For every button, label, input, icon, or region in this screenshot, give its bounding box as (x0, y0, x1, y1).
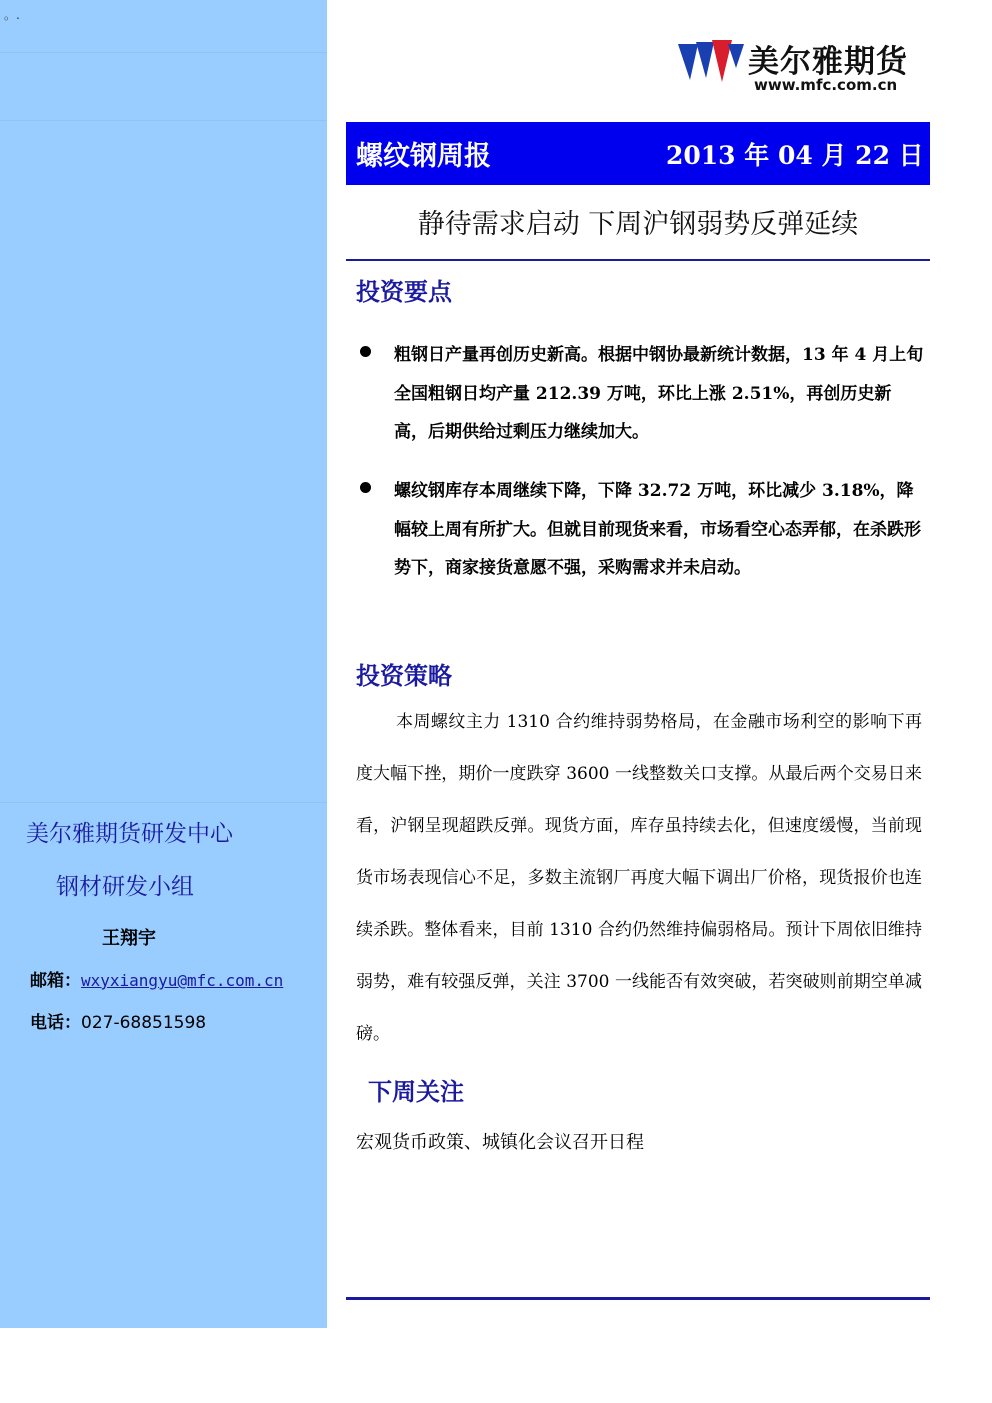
sidebar-divider (0, 52, 327, 53)
report-title: 螺纹钢周报 (356, 141, 491, 172)
report-date: 2013 年 04 月 22 日 (666, 141, 924, 170)
bullet-icon (360, 482, 371, 493)
research-center-name: 美尔雅期货研发中心 (26, 821, 233, 847)
sidebar-divider (0, 802, 327, 803)
strategy-paragraph: 本周螺纹主力 1310 合约维持弱势格局，在金融市场利空的影响下再度大幅下挫，期价一度跌穿 3600 一线整数关口支撑。从最后两个交易日来看，沪钢呈现超跌反弹。现货方面，库存虽持续去化，但速度缓慢，当前现货市场表现信心不足，多数主流钢厂再度大幅下调出厂价格，现货报价也连续杀跌。整体看来，目前 1310 合约仍然维持偏弱格局。预计下周依旧维持弱势，难有较强反弹，关注 3700 一线能否有效突破，若突破则前期空单减磅。 (356, 712, 922, 1044)
phone-label: 电话： (30, 1013, 81, 1033)
logo-company-name: 美尔雅期货 (748, 44, 908, 80)
key-point-item (356, 336, 924, 452)
email-label: 邮箱： (30, 971, 81, 991)
report-title-banner (346, 122, 930, 185)
company-logo-icon (676, 38, 746, 86)
strategy-heading: 投资策略 (356, 662, 452, 690)
footer-divider (346, 1297, 930, 1300)
sidebar-divider (0, 120, 327, 121)
phone-row (30, 1008, 206, 1033)
next-week-text: 宏观货币政策、城镇化会议召开日程 (356, 1132, 644, 1153)
sidebar-panel (0, 0, 327, 1328)
key-point-text: 螺纹钢库存本周继续下降，下降 32.72 万吨，环比减少 3.18%，降幅较上周有所扩大。但就目前现货来看，市场看空心态弄郁，在杀跌形势下，商家接货意愿不强，采购需求并未启动。 (394, 481, 921, 578)
headline-divider (346, 259, 930, 261)
email-row (30, 966, 283, 991)
key-points-heading: 投资要点 (356, 278, 452, 306)
email-link[interactable]: wxyxiangyu@mfc.com.cn (81, 971, 284, 990)
key-point-item (356, 472, 924, 588)
next-week-heading: 下周关注 (368, 1078, 464, 1106)
report-headline: 静待需求启动 下周沪钢弱势反弹延续 (417, 209, 859, 240)
logo-website-url: www.mfc.com.cn (754, 76, 898, 94)
key-point-text: 粗钢日产量再创历史新高。根据中钢协最新统计数据，13 年 4 月上旬全国粗钢日均产量 212.39 万吨，环比上涨 2.51%，再创历史新高，后期供给过剩压力继续加大。 (394, 345, 924, 442)
phone-number: 027-68851598 (81, 1013, 207, 1033)
bullet-icon (360, 346, 371, 357)
corner-mark: 。. (4, 8, 20, 22)
author-name: 王翔宇 (102, 928, 156, 949)
company-logo (676, 36, 926, 98)
research-group-name: 钢材研发小组 (56, 874, 194, 900)
